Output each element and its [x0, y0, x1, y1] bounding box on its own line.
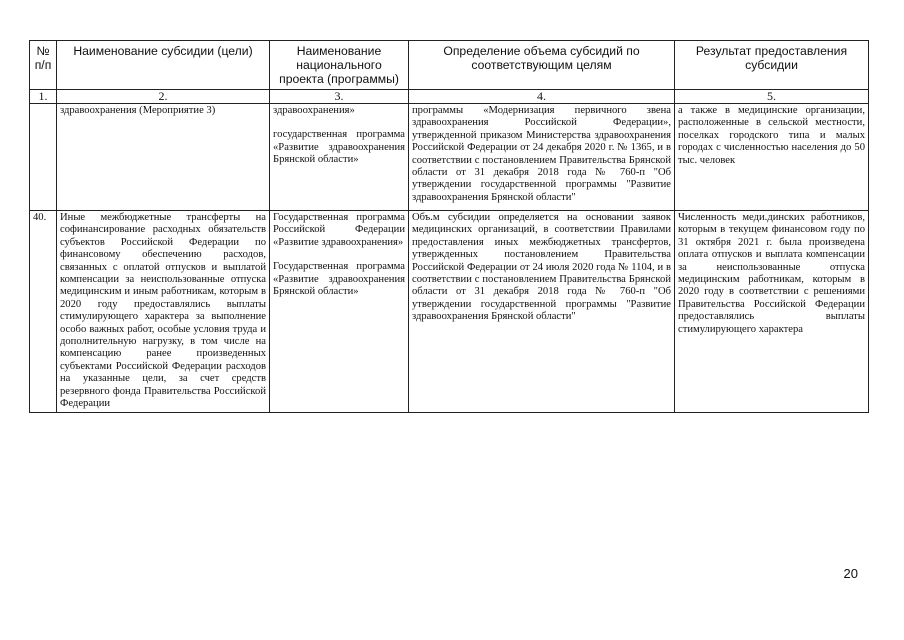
subsidy-name-cell: Иные межбюджетные трансферты на софинансирование расходных обязательств субъектов Российской Федерации по финансовому обеспечению расходов, связанных с оплатой отпусков и выплатой компенсации за неиспользованные отпуска медицинским и иным работникам, которым в 2020 году предоставлялись выплаты стимулирующего характера за выполнение особо важных работ, особые условия труда и дополнительную нагрузку, в том числе на компенсацию ранее произведенных субъектами Российской Федерации расходов на указанные цели, за счет средств резервного фонда Правительства Российской Федерации: [57, 211, 270, 413]
subsidy-table: [29, 40, 869, 413]
project-national: Государственная программа Российской Федерации «Развитие здравоохранения»: [273, 212, 405, 248]
row-number: 40.: [30, 211, 57, 413]
project-cell: [270, 104, 409, 211]
subsidy-name-cell: здравоохранения (Мероприятие 3): [57, 104, 270, 211]
result-cell: а также в медицинские организации, расположенные в сельской местности, поселках городского типа и малых городах с численностью населения до 50 тыс. человек: [675, 104, 869, 211]
volume-definition-cell: программы «Модернизация первичного звена здравоохранения Российской Федерации», утвержденной приказом Министерства здравоохранения Российской Федерации от 24 декабря 2020 г. № 1365, и в соответствии с постановлением Правительства Брянской области от 31 декабря 2018 года № 760-п "Об утверждении государственной программы "Развитие здравоохранения Брянской области": [409, 104, 675, 211]
header-result: Результат предоставления субсидии: [675, 41, 869, 90]
table-header-row: [30, 41, 869, 90]
header-subsidy-name: Наименование субсидии (цели): [57, 41, 270, 90]
volume-definition-cell: Объ.м субсидии определяется на основании заявок медицинских организаций, в соответствии Правилами предоставления иных межбюджетных трансфертов, утвержденных постановлением Правительства Российской Федерации от 24 июля 2020 года № 1104, и в соответствии с постановлением Правительства Брянской области от 31 декабря 2018 года № 760-п "Об утверждении государственной программы "Развитие здравоохранения Брянской области": [409, 211, 675, 413]
column-number: 4.: [409, 90, 675, 104]
row-number: [30, 104, 57, 211]
project-national: здравоохранения»: [273, 105, 355, 116]
project-regional: Государственная программа «Развитие здравоохранения Брянской области»: [273, 261, 405, 298]
column-number: 5.: [675, 90, 869, 104]
header-volume-definition: Определение объема субсидий по соответствующим целям: [409, 41, 675, 90]
result-cell: Численность меди.динских работников, которым в текущем финансовом году по 31 октября 2021 г. была произведена оплата отпусков и выплата компенсации за неиспользованные отпуска медицинским работникам, которым в 2020 году в соответствии с решениями Правительства Российской Федерации предоставлялись выплаты стимулирующего характера: [675, 211, 869, 413]
header-project-name: Наименование национального проекта (программы): [270, 41, 409, 90]
column-number-row: [30, 90, 869, 104]
project-regional: государственная программа «Развитие здравоохранения Брянской области»: [273, 129, 405, 166]
project-cell: [270, 211, 409, 413]
column-number: 3.: [270, 90, 409, 104]
header-number: № п/п: [30, 41, 57, 90]
table-row: [30, 211, 869, 413]
column-number: 2.: [57, 90, 270, 104]
page-number: 20: [843, 566, 858, 581]
column-number: 1.: [30, 90, 57, 104]
table-row: [30, 104, 869, 211]
